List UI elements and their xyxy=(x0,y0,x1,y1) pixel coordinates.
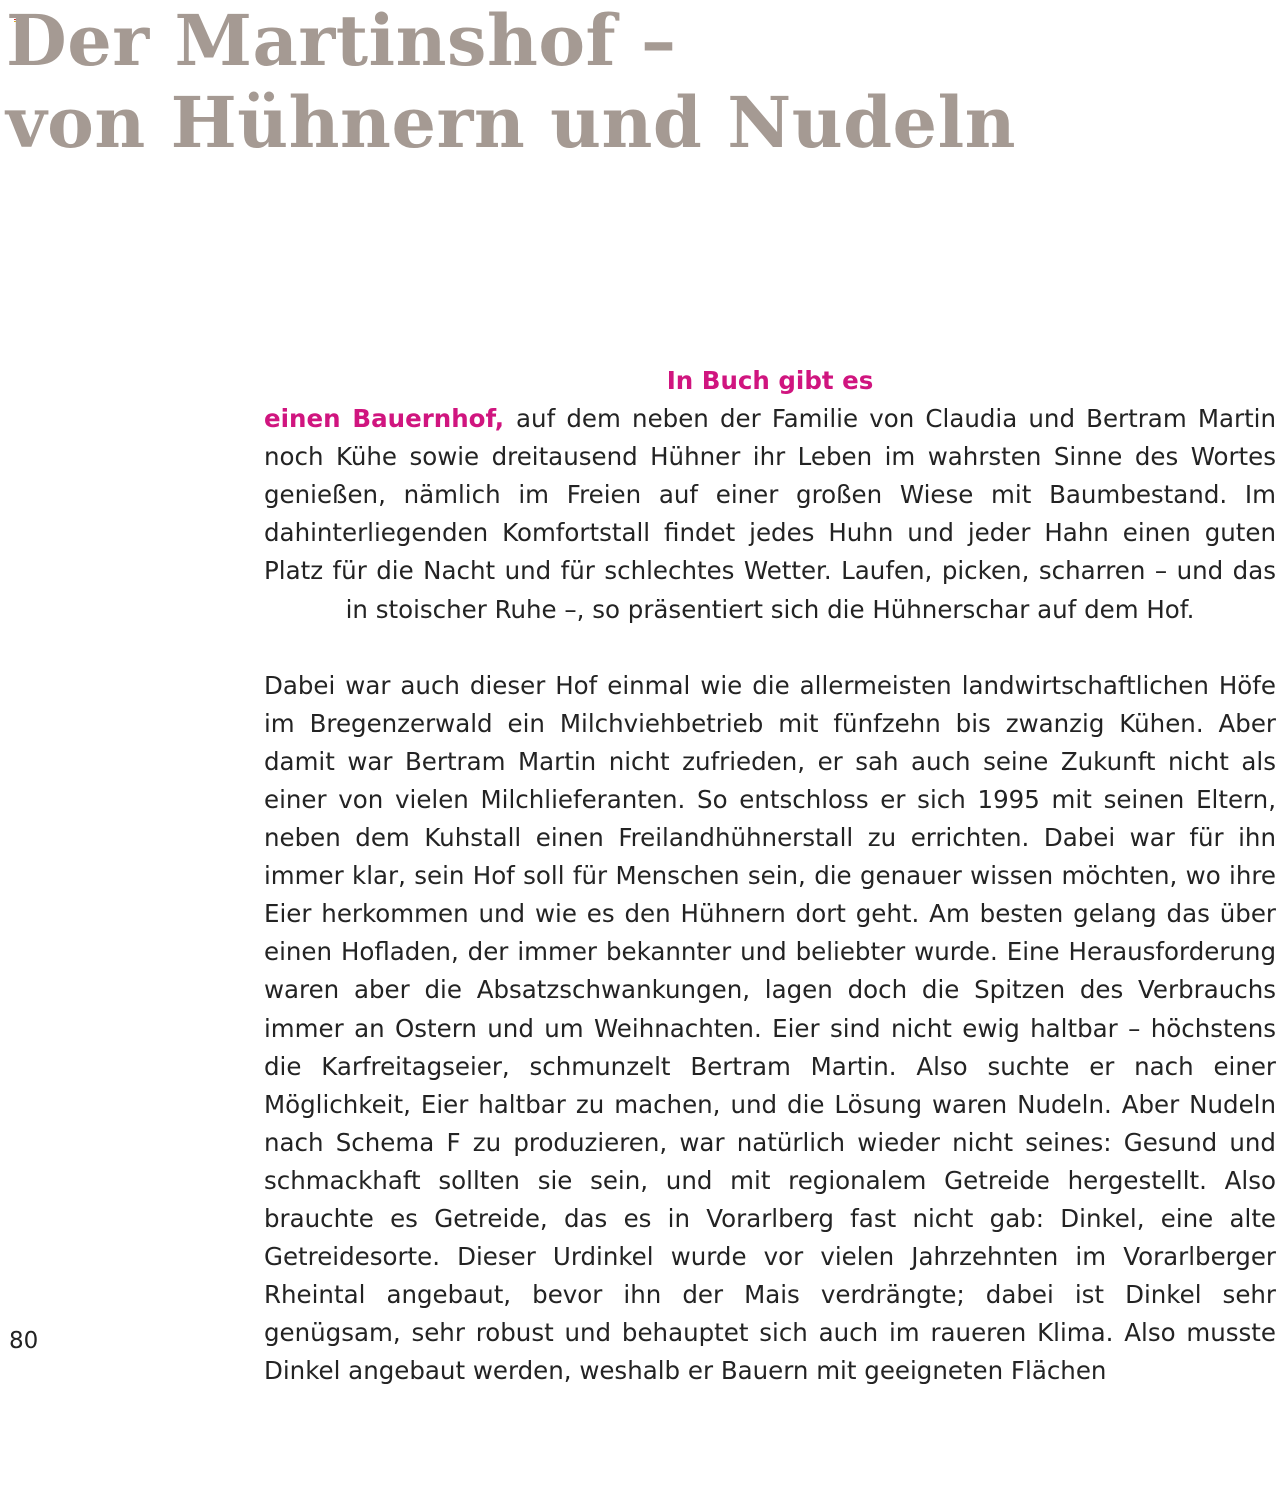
article-body xyxy=(264,362,1276,1390)
page-title-line-2: von Hühnern und Nudeln xyxy=(6,81,1017,164)
lead-in-line-1: In Buch gibt es xyxy=(666,366,874,395)
page-title-line-1: Der Martinshof – xyxy=(6,0,677,82)
lead-in-line-2: einen Bauernhof, xyxy=(264,404,505,434)
paragraph-intro xyxy=(264,362,1276,629)
paragraph-main: Dabei war auch dieser Hof einmal wie die allermeisten landwirtschaftlichen Höfe im Bregenzerwald ein Milchviehbetrieb mit fünfzehn bis zwanzig Kühen. Aber damit war Bertram Martin nicht zufrieden, er sah auch seine Zukunft nicht als einer von vielen Milchlieferanten. So entschloss er sich 1995 mit seinen Eltern, neben dem Kuhstall einen Freilandhühnerstall zu errichten. Dabei war für ihn immer klar, sein Hof soll für Menschen sein, die genauer wissen möchten, wo ihre Eier herkommen und wie es den Hühnern dort geht. Am besten gelang das über einen Hofladen, der immer bekannter und beliebter wurde. Eine Herausforderung waren aber die Absatzschwankungen, lagen doch die Spitzen des Verbrauchs immer an Ostern und um Weihnachten. Eier sind nicht ewig haltbar – höchstens die Karfreitagseier, schmunzelt Bertram Martin. Also suchte er nach einer Möglichkeit, Eier haltbar zu machen, und die Lösung waren Nudeln. Aber Nudeln nach Schema F zu produzieren, war natürlich wieder nicht seines: Gesund und schmackhaft sollten sie sein, und mit regionalem Getreide hergestellt. Also brauchte es Getreide, das es in Vorarlberg fast nicht gab: Dinkel, eine alte Getreidesorte. Dieser Urdinkel wurde vor vielen Jahrzehnten im Vorarlberger Rheintal angebaut, bevor ihn der Mais verdrängte; dabei ist Dinkel sehr genügsam, sehr robust und behauptet sich auch im raueren Klima. Also musste Dinkel angebaut werden, weshalb er Bauern mit geeigneten Flächen xyxy=(264,670,1276,1386)
paragraph-intro-text: auf dem neben der Familie von Claudia und Bertram Martin noch Kühe sowie dreitausend Hühner ihr Leben im wahrsten Sinne des Wortes genießen, nämlich im Freien auf einer großen Wiese mit Baumbestand. Im dahinterliegenden Komfortstall findet jedes Huhn und jeder Hahn einen guten Platz für die Nacht und für schlechtes Wetter. Laufen, picken, scharren – und das in stoischer Ruhe –, so präsentiert sich die Hühnerschar auf dem Hof. xyxy=(264,404,1277,624)
page-title xyxy=(6,0,1016,164)
page-number: 80 xyxy=(9,1328,39,1354)
